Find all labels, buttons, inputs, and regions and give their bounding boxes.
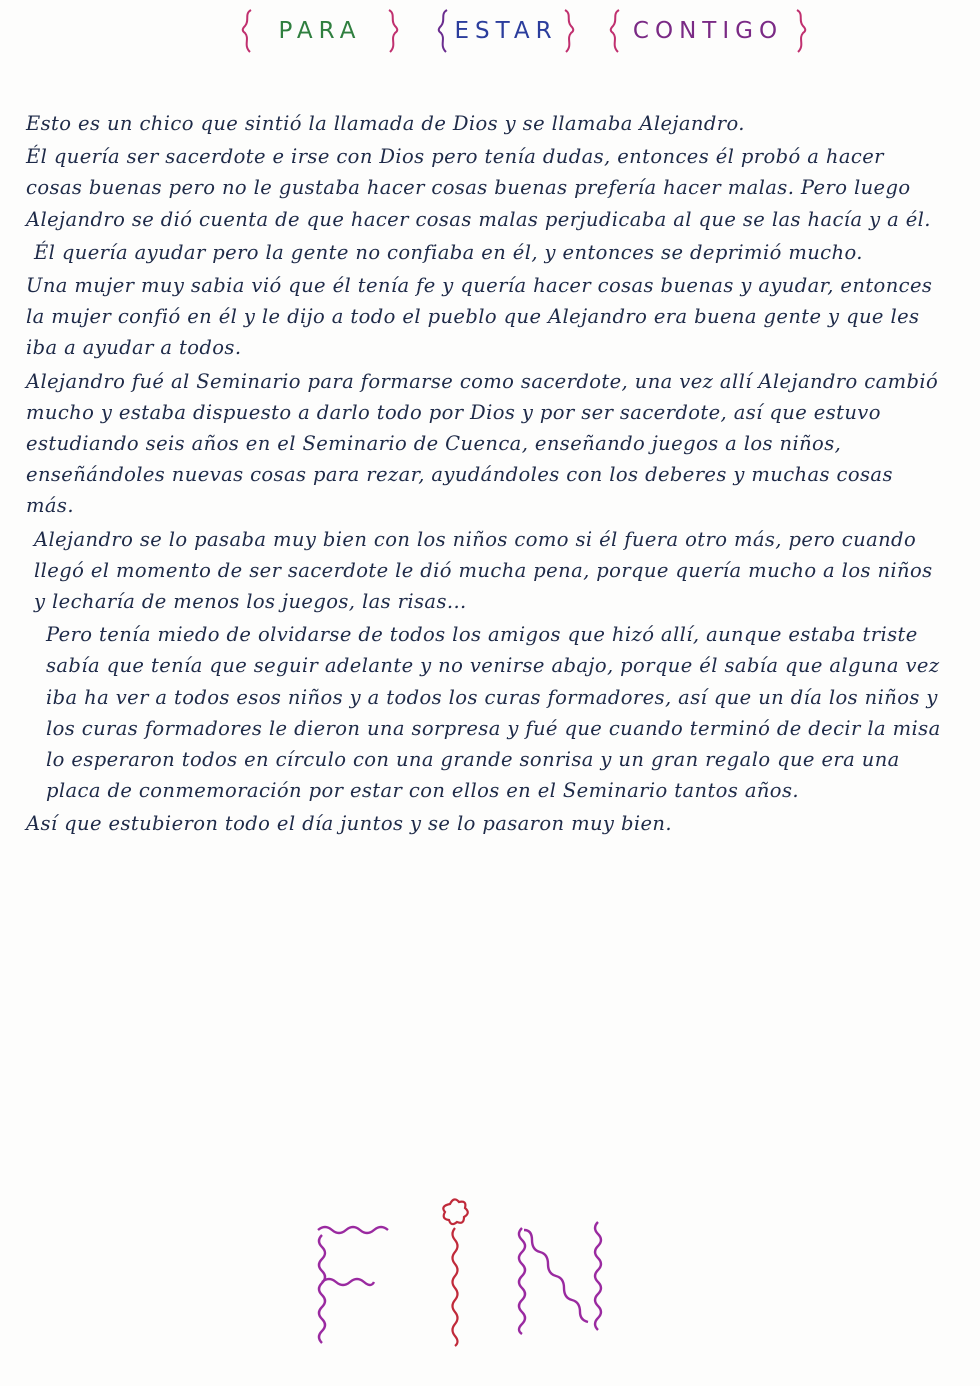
title-word-contigo	[608, 8, 808, 54]
page-title	[240, 8, 810, 54]
title-word-text: CONTIGO	[632, 18, 784, 44]
story-paragraph: Así que estubieron todo el día juntos y se lo pasaron muy bien.	[26, 812, 672, 836]
left-brace-icon	[436, 8, 450, 54]
story-paragraph: Él quería ser sacerdote e irse con Dios pero tenía dudas, entonces él probó a hacer cosas buenas pero no le gustaba hacer cosas buenas prefería hacer malas. Pero luego Alejandro se dió cuenta de que hacer cosas malas perjudicaba al que se las hacía y a él.	[26, 145, 931, 231]
left-brace-icon	[240, 8, 254, 54]
fin-f-top-bar	[318, 1227, 388, 1233]
fin-n-right-stem	[595, 1222, 601, 1330]
fin-n-diagonal	[524, 1230, 588, 1322]
right-brace-icon	[386, 8, 400, 54]
left-brace-icon	[608, 8, 622, 54]
fin-f-middle-bar	[322, 1279, 374, 1285]
story-paragraph: Alejandro fué al Seminario para formarse como sacerdote, una vez allí Alejandro cambió mucho y estaba dispuesto a darlo todo por Dios y por ser sacerdote, así que estuvo estudiando seis años en el Seminario de Cuenca, enseñando juegos a los niños, enseñándoles nuevas cosas para rezar, ayudándoles con los deberes y muchas cosas más.	[26, 369, 939, 518]
story-paragraph: Alejandro se lo pasaba muy bien con los niños como si él fuera otro más, pero cuando llegó el momento de ser sacerdote le dió mucha pena, porque quería mucho a los niños y lecharía de menos los juegos, las risas...	[34, 527, 933, 614]
story-paragraph: Una mujer muy sabia vió que él tenía fe y quería hacer cosas buenas y ayudar, entonces la mujer confió en él y le dijo a todo el pueblo que Alejandro era buena gente y que les iba a ayudar a todos.	[26, 274, 933, 360]
story-paragraph: Esto es un chico que sintió la llamada de Dios y se llamaba Alejandro.	[26, 112, 745, 135]
fin-i-dot	[443, 1199, 467, 1224]
fin-i-stem	[453, 1228, 458, 1346]
fin-drawing	[300, 1190, 620, 1370]
fin-f-stem	[319, 1235, 325, 1343]
title-word-text: ESTAR	[454, 18, 558, 44]
title-word-para	[240, 8, 400, 54]
story-paragraph: Pero tenía miedo de olvidarse de todos los amigos que hizó allí, aunque estaba triste sabía que tenía que seguir adelante y no venirse abajo, porque él sabía que alguna vez iba ha ver a todos esos niños y a todos los curas formadores, así que un día los niños y los curas formadores le dieron una sorpresa y fué que cuando terminó de decir la misa lo esperaron todos en círculo con una grande sonrisa y un gran regalo que era una placa de conmemoración por estar con ellos en el Seminario tantos años.	[46, 623, 941, 803]
title-word-text: PARA	[278, 18, 362, 44]
title-word-estar	[436, 8, 576, 54]
fin-n-left-stem	[519, 1228, 525, 1334]
right-brace-icon	[794, 8, 808, 54]
story-paragraph: Él quería ayudar pero la gente no confiaba en él, y entonces se deprimió mucho.	[34, 240, 863, 264]
right-brace-icon	[562, 8, 576, 54]
story-body	[26, 108, 946, 840]
